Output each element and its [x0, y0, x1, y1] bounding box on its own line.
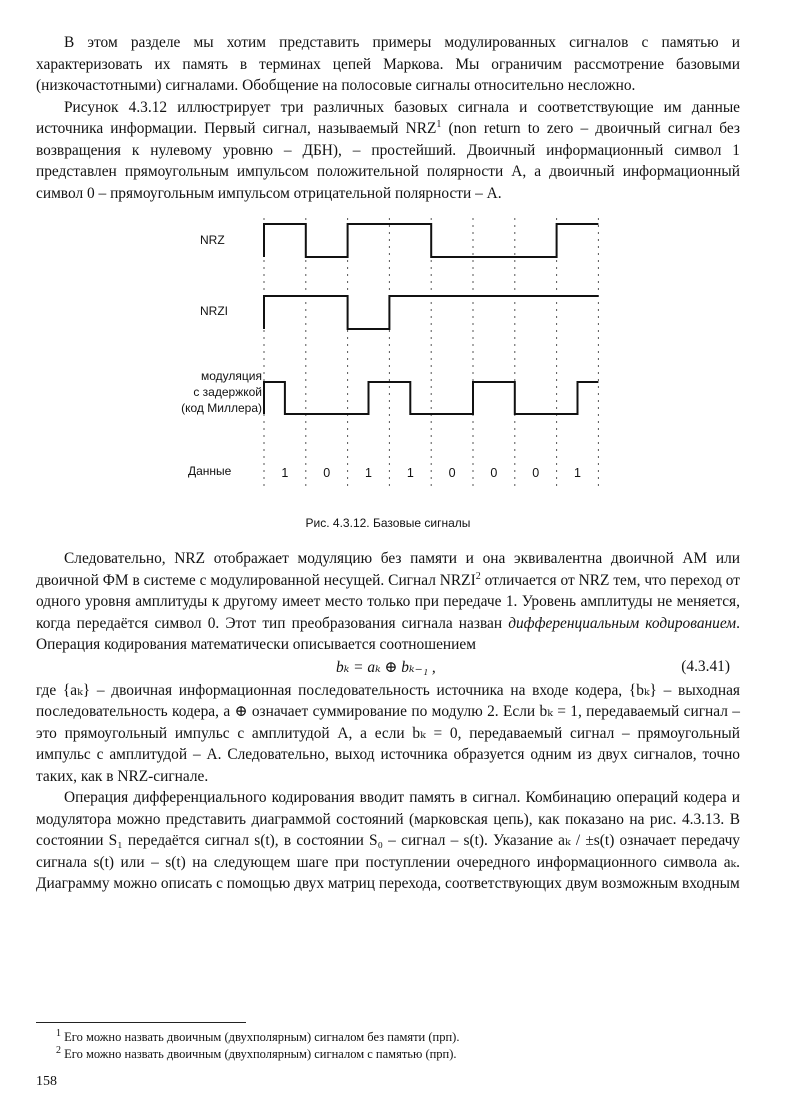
- footnotes: [36, 1022, 740, 1063]
- signal-diagram: [36, 218, 740, 518]
- footnote-2: [36, 1046, 740, 1063]
- data-bit: 1: [574, 466, 581, 480]
- paragraph-memory: Операция дифференциального кодирования вводит память в сигнал. Комбинацию операций кодера и модулятора можно представить диаграммой состояний (марковская цепь), как показано на рис. 4.3.13. В состоянии S₁ передаётся сигнал s(t), в состоянии S₀ – сигнал – s(t). Указание aₖ / ±s(t) означает передачу сигнала s(t) или – s(t) на следующем шаге при поступлении очередного информационного символа aₖ. Диаграмму можно описать с помощью двух матриц перехода, соответствующих двум возможным входным: [36, 789, 740, 892]
- paragraph-figure-intro-text: Рисунок 4.3.12 иллюстрирует три различных базовых сигнала и соответствующие им данные источника информации. Первый сигнал, называемый NRZ: [36, 98, 740, 137]
- page-body: [36, 32, 741, 1061]
- data-bit: 1: [365, 466, 372, 480]
- footnote-1-text: Его можно назвать двоичным (двухполярным) сигналом без памяти (прп).: [64, 1030, 460, 1044]
- label-data: Данные: [188, 464, 232, 478]
- bit-boundaries: [264, 218, 598, 486]
- data-bit: 0: [490, 466, 498, 480]
- footnote-1-mark: 1: [56, 1027, 61, 1039]
- paragraph-nrzi-rest: отличается от NRZ тем, что переход от одного уровня амплитуды к другому имеет место только при передаче 1. Уровень амплитуды не меняется, когда передаётся символ 0. Этот тип преобразования сигнала назван: [36, 571, 740, 632]
- label-nrz: NRZ: [200, 233, 225, 247]
- paragraph-nrzi-text: Следовательно, NRZ отображает модуляцию без памяти и она эквивалентна двоичной АМ или двоичной ФМ в системе с модулированной несущей. Сигнал NRZI: [36, 550, 740, 589]
- figure-caption: Рис. 4.3.12. Базовые сигналы: [305, 516, 471, 530]
- footnote-2-text: Его можно назвать двоичным (двухполярным) сигналом с памятью (прп).: [64, 1047, 457, 1061]
- label-miller-1: модуляция: [201, 369, 262, 383]
- waveforms: [264, 224, 598, 414]
- paragraph-nrzi-end: . Операция кодирования математически описывается соотношением: [36, 614, 740, 653]
- footnote-ref-1: 1: [436, 118, 442, 130]
- data-bit: 0: [532, 466, 540, 480]
- page-number: 158: [36, 1074, 57, 1089]
- formula-expression: bₖ = aₖ ⊕ bₖ₋₁ ,: [336, 658, 436, 676]
- data-bit: 1: [281, 466, 289, 480]
- formula-4-3-41: [36, 656, 740, 680]
- term-differential-coding: дифференциальным кодированием: [508, 614, 737, 632]
- label-miller-3: (код Миллера): [181, 401, 262, 415]
- footnote-2-mark: 2: [56, 1044, 61, 1056]
- figure-base-signals: [36, 218, 740, 548]
- waveform-nrz: [264, 224, 598, 257]
- paragraph-sequences: где {aₖ} – двоичная информационная последовательность источника на входе кодера, {bₖ} – выходная последовательность кодера, а ⊕ означает суммирование по модулю 2. Если bₖ = 1, передаваемый сигнал – это прямоугольный импульс с амплитудой A, а если bₖ = 0, передаваемый сигнал – прямоугольный импульс с амплитудой – A. Следовательно, выход источника образуется одним из двух сигналов, точно таких, как в NRZ-сигнале.: [36, 681, 740, 785]
- label-miller-2: с задержкой: [193, 385, 262, 399]
- footnote-rule: [36, 1022, 246, 1023]
- data-bit: 0: [323, 466, 331, 480]
- formula-number: (4.3.41): [681, 657, 730, 675]
- footnote-ref-2: 2: [475, 570, 481, 582]
- data-bit: 0: [448, 466, 456, 480]
- data-bit: 1: [406, 466, 414, 480]
- paragraph-nrzi: [36, 548, 740, 656]
- footnote-1: [36, 1029, 740, 1046]
- paragraph-figure-intro: [36, 97, 740, 205]
- label-nrzi: NRZI: [200, 304, 228, 318]
- paragraph-intro: В этом разделе мы хотим представить примеры модулированных сигналов с памятью и характеризовать их память в терминах цепей Маркова. Мы ограничим рассмотрение базовыми (низкочастотными) сигналами. Обобщение на полосовые сигналы относительно несложно.: [36, 34, 740, 94]
- paragraph-figure-intro-rest: (non return to zero – двоичный сигнал без возвращения к нулевому уровню – ДБН), – простейший. Двоичный информационный символ 1 представлен прямоугольным импульсом положительной полярности A, а двоичный информационный символ 0 – прямоугольным импульсом отрицательной полярности – A.: [36, 120, 741, 202]
